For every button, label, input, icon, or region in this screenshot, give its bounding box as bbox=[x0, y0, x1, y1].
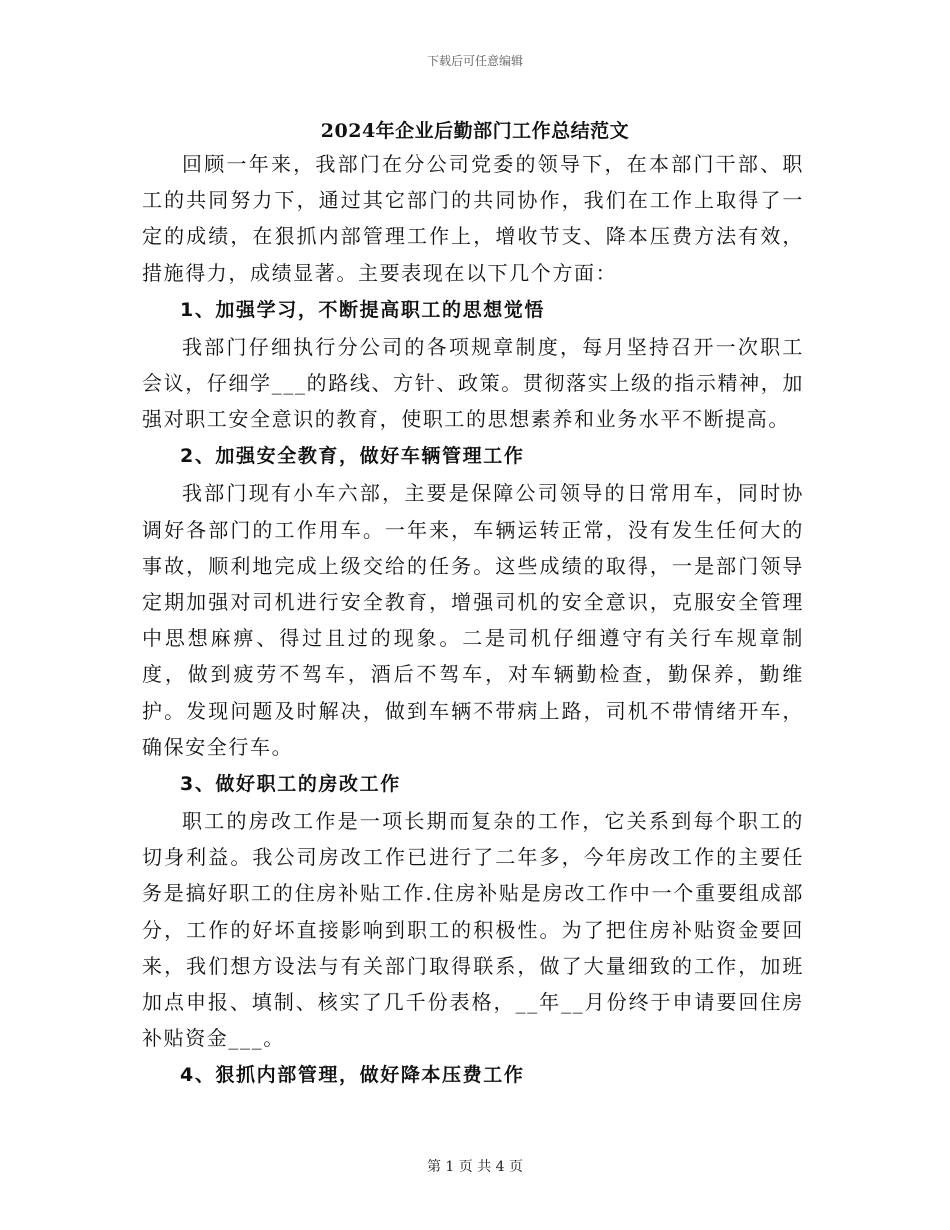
section-heading-3: 3、做好职工的房改工作 bbox=[180, 773, 401, 796]
page-header-note: 下载后可任意编辑 bbox=[426, 54, 523, 68]
paragraph-section-3: 职工的房改工作是一项长期而复杂的工作，它关系到每个职工的切身利益。我公司房改工作已进行了二年多，今年房改工作的主要任务是搞好职工的住房补贴工作.住房补贴是房改工作中一个重要组成部分，工作的好坏直接影响到职工的积极性。为了把住房补贴资金要回来，我们想方设法与有关部门取得联系，做了大量细致的工作，加班加点申报、填制、核实了几千份表格，__年__月份终于申请要回住房补贴资金___。 bbox=[142, 809, 804, 1051]
paragraph-section-1: 我部门仔细执行分公司的各项规章制度，每月坚持召开一次职工会议，仔细学___的路线、方针、政策。贯彻落实上级的指示精神，加强对职工安全意识的教育，使职工的思想素养和业务水平不断提高。 bbox=[142, 334, 804, 432]
section-heading-4: 4、狠抓内部管理，做好降本压费工作 bbox=[180, 1064, 525, 1087]
section-heading-1: 1、加强学习，不断提高职工的思想觉悟 bbox=[180, 298, 546, 321]
paragraph-section-2: 我部门现有小车六部，主要是保障公司领导的日常用车，同时协调好各部门的工作用车。一年来，车辆运转正常，没有发生任何大的事故，顺利地完成上级交给的任务。这些成绩的取得，一是部门领导定期加强对司机进行安全教育，增强司机的安全意识，克服安全管理中思想麻痹、得过且过的现象。二是司机仔细遵守有关行车规章制度，做到疲劳不驾车，酒后不驾车，对车辆勤检查，勤保养，勤维护。发现问题及时解决，做到车辆不带病上路，司机不带情绪开车，确保安全行车。 bbox=[142, 481, 804, 759]
document-title: 2024年企业后勤部门工作总结范文 bbox=[320, 120, 630, 142]
page-number: 第 1 页 共 4 页 bbox=[426, 1159, 524, 1175]
document-body bbox=[142, 146, 804, 1094]
paragraph-intro: 回顾一年来，我部门在分公司党委的领导下，在本部门干部、职工的共同努力下，通过其它部门的共同协作，我们在工作上取得了一定的成绩，在狠抓内部管理工作上，增收节支、降本压费方法有效，措施得力，成绩显著。主要表现在以下几个方面： bbox=[142, 152, 804, 285]
section-heading-2: 2、加强安全教育，做好车辆管理工作 bbox=[180, 445, 525, 468]
